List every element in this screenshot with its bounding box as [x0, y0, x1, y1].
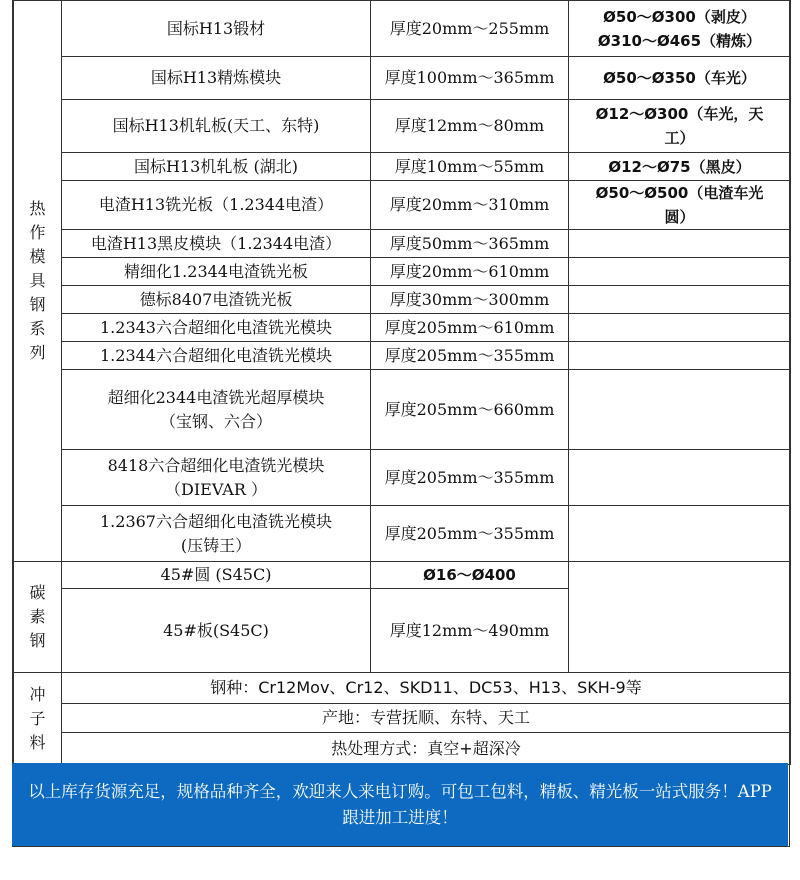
thickness-spec: 厚度12mm～490mm [371, 589, 569, 673]
steel-spec-sheet [12, 0, 790, 847]
table-row [14, 57, 791, 100]
table-row [14, 370, 791, 450]
diameter-spec-empty [569, 230, 791, 258]
product-name: 国标H13机轧板 (湖北) [62, 153, 371, 181]
thickness-spec: 厚度205mm～660mm [371, 370, 569, 450]
group-label-carbon-steel: 碳 素 钢 [14, 562, 62, 673]
product-name: 电渣H13铣光板（1.2344电渣） [62, 181, 371, 230]
thickness-spec: 厚度20mm～610mm [371, 258, 569, 286]
diameter-spec-empty [569, 286, 791, 314]
table-row [14, 286, 791, 314]
table-row [14, 100, 791, 153]
spec-table [13, 0, 791, 765]
product-name: 超细化2344电渣铣光超厚模块 （宝钢、六合） [62, 370, 371, 450]
diameter-spec: Ø16～Ø400 [371, 562, 569, 589]
thickness-spec: 厚度50mm～365mm [371, 230, 569, 258]
table-row [14, 673, 791, 704]
thickness-spec: 厚度30mm～300mm [371, 286, 569, 314]
thickness-spec: 厚度20mm～255mm [371, 1, 569, 57]
table-row [14, 153, 791, 181]
product-name: 电渣H13黑皮模块（1.2344电渣） [62, 230, 371, 258]
thickness-spec: 厚度205mm～610mm [371, 314, 569, 342]
diameter-spec: Ø50～Ø300（剥皮） Ø310～Ø465（精炼） [569, 1, 791, 57]
product-name: 国标H13锻材 [62, 1, 371, 57]
group-label-punch-material: 冲 子 料 [14, 673, 62, 765]
thickness-spec: 厚度205mm～355mm [371, 506, 569, 562]
stock-notice-banner [12, 763, 788, 846]
product-name: 45#圆 (S45C) [62, 562, 371, 589]
product-name: 1.2367六合超细化电渣铣光模块 (压铸王） [62, 506, 371, 562]
product-name: 国标H13机轧板(天工、东特) [62, 100, 371, 153]
product-name: 1.2344六合超细化电渣铣光模块 [62, 342, 371, 370]
stock-notice-text: 以上库存货源充足，规格品种齐全，欢迎来人来电订购。可包工包料，精板、精光板一站式服务！APP跟进加工进度！ [28, 781, 772, 827]
diameter-spec-empty [569, 258, 791, 286]
product-name: 德标8407电渣铣光板 [62, 286, 371, 314]
origin: 产地：专营抚顺、东特、天工 [62, 704, 791, 733]
product-name: 45#板(S45C) [62, 589, 371, 673]
thickness-spec: 厚度20mm～310mm [371, 181, 569, 230]
table-row [14, 506, 791, 562]
thickness-spec: 厚度100mm～365mm [371, 57, 569, 100]
table-row [14, 314, 791, 342]
diameter-spec-empty [569, 506, 791, 562]
table-row [14, 704, 791, 733]
table-row [14, 230, 791, 258]
table-row [14, 450, 791, 506]
diameter-spec: Ø12～Ø75（黑皮） [569, 153, 791, 181]
diameter-spec: Ø50～Ø500（电渣车光 圆） [569, 181, 791, 230]
diameter-spec-empty [569, 342, 791, 370]
table-row [14, 181, 791, 230]
steel-grades: 钢种：Cr12Mov、Cr12、SKD11、DC53、H13、SKH-9等 [62, 673, 791, 704]
heat-treatment: 热处理方式：真空+超深冷 [62, 733, 791, 765]
diameter-spec-empty [569, 314, 791, 342]
table-row [14, 258, 791, 286]
product-name: 精细化1.2344电渣铣光板 [62, 258, 371, 286]
diameter-spec: Ø50～Ø350（车光） [569, 57, 791, 100]
table-row [14, 562, 791, 589]
product-name: 国标H13精炼模块 [62, 57, 371, 100]
table-row [14, 733, 791, 765]
diameter-spec-empty [569, 562, 791, 673]
thickness-spec: 厚度12mm～80mm [371, 100, 569, 153]
thickness-spec: 厚度205mm～355mm [371, 342, 569, 370]
thickness-spec: 厚度10mm～55mm [371, 153, 569, 181]
diameter-spec-empty [569, 450, 791, 506]
group-label-hot-work: 热 作 模 具 钢 系 列 [14, 1, 62, 562]
table-row [14, 1, 791, 57]
diameter-spec-empty [569, 370, 791, 450]
table-row [14, 342, 791, 370]
product-name: 8418六合超细化电渣铣光模块 （DIEVAR ） [62, 450, 371, 506]
diameter-spec: Ø12～Ø300（车光，天 工） [569, 100, 791, 153]
product-name: 1.2343六合超细化电渣铣光模块 [62, 314, 371, 342]
thickness-spec: 厚度205mm～355mm [371, 450, 569, 506]
